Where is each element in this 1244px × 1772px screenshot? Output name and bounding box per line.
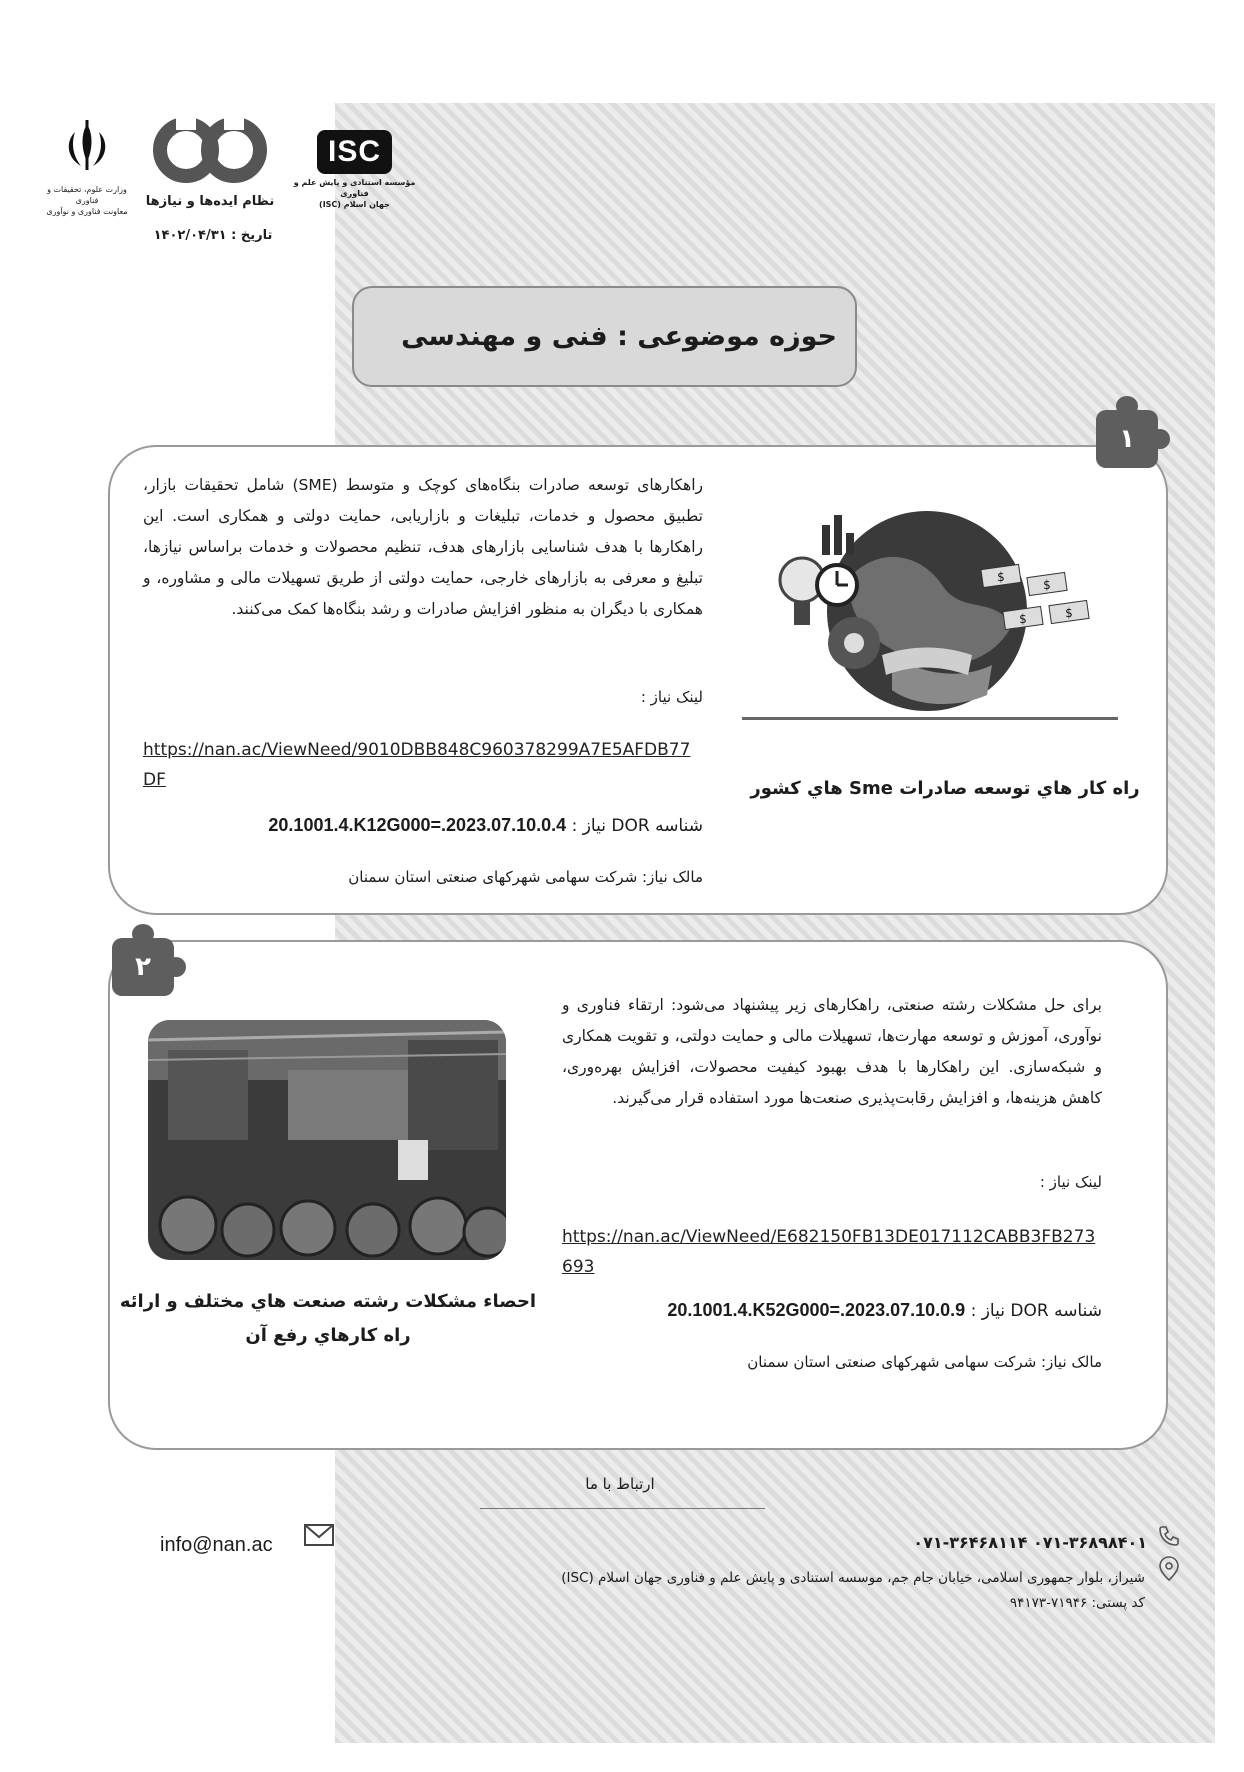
need-number: ۲ [135, 952, 151, 982]
export-globe-illustration [742, 505, 1118, 720]
postal-code: کد پستی: ۷۱۹۴۶-۹۴۱۷۳ [1009, 1595, 1145, 1611]
isc-mark: ISC [317, 130, 392, 174]
phone-icon [1158, 1525, 1180, 1547]
subject-area-title-box [352, 286, 857, 387]
need-2-link[interactable]: https://nan.ac/ViewNeed/E682150FB13DE017112CABB3FB273693 [562, 1227, 1096, 1277]
iran-emblem-icon [42, 118, 132, 184]
contact-us-title: ارتباط با ما [585, 1475, 655, 1493]
need-1-link-label: لینک نیاز : [640, 688, 703, 706]
need-1-link[interactable]: https://nan.ac/ViewNeed/9010DBB848C960378299A7E5AFDB77DF [143, 740, 691, 790]
svg-text:$: $ [997, 570, 1005, 584]
puzzle-piece-icon [1096, 410, 1158, 468]
need-1-dor-value: 20.1001.4.K12G000=.2023.07.10.0.4 [268, 815, 567, 835]
need-1-dor-label: شناسه DOR نیاز : [571, 816, 703, 836]
need-1-owner: مالک نیاز: شرکت سهامی شهرکهای صنعتی استان سمنان [348, 868, 703, 886]
need-2-description: برای حل مشکلات رشته صنعتی، راهکارهای زیر پیشنهاد می‌شود: ارتقاء فناوری و نوآوری، آموزش و توسعه مهارت‌ها، تسهیلات مالی و حمایت دولتی، و تقویت همکاری و شبکه‌سازی. این راهکارها با هدف بهبود کیفیت محصولات، افزایش بهره‌وری، کاهش هزینه‌ها، و افزایش رقابت‌پذیری صنعت‌ها مورد استفاده قرار می‌گیرند. [562, 996, 1102, 1107]
need-2-caption: احصاء مشکلات رشته صنعت هاي مختلف و ارائه راه کارهاي رفع آن [119, 1291, 537, 1346]
address-line: شیراز، بلوار جمهوری اسلامی، خیابان جام جم، موسسه استنادی و پایش علم و فناوری جهان اسلام (ISC) [561, 1570, 1145, 1586]
ministry-caption: وزارت علوم، تحقیقات و فناوری معاونت فناوری و نوآوری [46, 185, 128, 216]
need-1-description: راهکارهای توسعه صادرات بنگاه‌های کوچک و متوسط (SME) شامل تحقیقات بازار، تطبیق محصول و خدمات، تبلیغات و بازاریابی، حمایت دولتی و همکاری است. این راهکارها با هدف شناسایی بازارهای هدف، تنظیم محصولات و خدمات براساس نیازها، تبلیغ و معرفی به بازارهای خارجی، حمایت دولتی از طریق تسهیلات مالی و مشاوره، و همکاری با دیگران به منظور افزایش صادرات و رشد بنگاه‌ها کمک می‌کنند. [143, 476, 704, 618]
footer-divider [480, 1508, 765, 1509]
isc-caption: مؤسسه استنادی و پایش علم و فناوری جهان اسلام (ISC) [293, 178, 416, 209]
ministry-emblem-logo [42, 118, 132, 218]
puzzle-piece-icon [112, 938, 174, 996]
need-1-dor [143, 815, 703, 836]
isc-logo [287, 130, 422, 210]
need-number: ۱ [1119, 424, 1135, 454]
contact-phones: ۰۷۱-۳۶۸۹۸۴۰۱ ۰۷۱-۳۶۴۶۸۱۱۴ [913, 1533, 1147, 1552]
nan-caption: نظام ایده‌ها و نیازها [145, 194, 275, 209]
contact-email[interactable]: info@nan.ac [160, 1534, 273, 1556]
nan-logo [140, 112, 280, 222]
need-2-link-label: لینک نیاز : [1039, 1173, 1102, 1191]
need-2-owner: مالک نیاز: شرکت سهامی شهرکهای صنعتی استان سمنان [747, 1353, 1102, 1371]
svg-text:$: $ [1043, 578, 1051, 592]
contact-address [505, 1566, 1145, 1616]
svg-text:$: $ [1065, 606, 1073, 620]
need-2-dor-value: 20.1001.4.K52G000=.2023.07.10.0.9 [667, 1300, 966, 1320]
svg-text:$: $ [1019, 612, 1027, 626]
need-2-dor-label: شناسه DOR نیاز : [970, 1301, 1102, 1321]
need-2-dor [562, 1300, 1102, 1321]
letter-date: تاریخ : ۱۴۰۲/۰۴/۳۱ [153, 228, 273, 243]
subject-area-title: حوزه موضوعی : فنی و مهندسی [401, 321, 837, 352]
location-pin-icon [1158, 1556, 1180, 1582]
nan-infinity-icon [150, 112, 270, 188]
steel-mill-photo [148, 1020, 506, 1260]
need-1-caption: راه کار هاي توسعه صادرات Sme هاي کشور [750, 778, 1140, 799]
mail-icon [304, 1524, 334, 1546]
